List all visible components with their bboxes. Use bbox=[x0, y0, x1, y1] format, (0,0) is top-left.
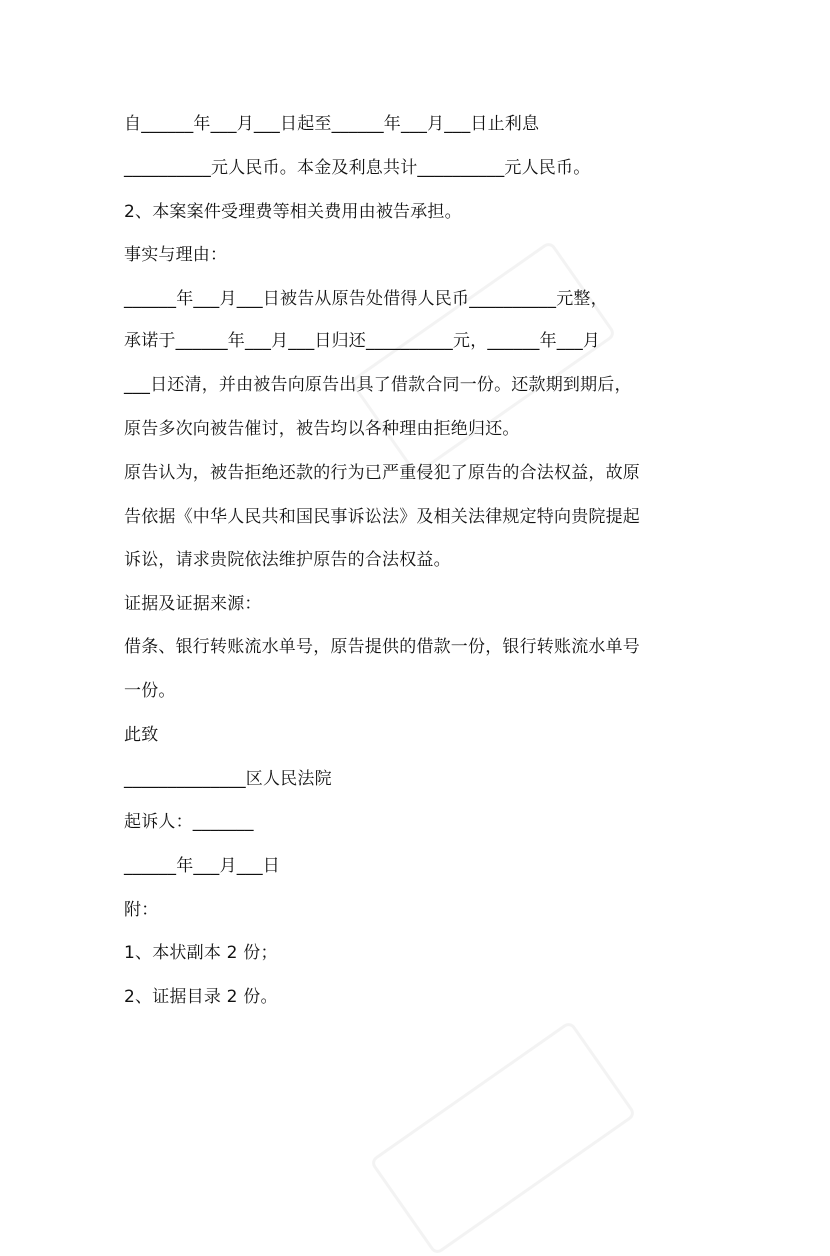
section-heading: 证据及证据来源： bbox=[124, 594, 262, 614]
text-line: 一份。 bbox=[124, 681, 176, 701]
text-line: __________元人民币。本金及利息共计__________元人民币。 bbox=[124, 158, 591, 178]
text-line: 诉讼，请求贵院依法维护原告的合法权益。 bbox=[124, 550, 451, 570]
text-line: 借条、银行转账流水单号，原告提供的借款一份，银行转账流水单号 bbox=[124, 637, 640, 657]
text-line: ___日还清，并由被告向原告出具了借款合同一份。还款期到期后， bbox=[124, 375, 632, 395]
closing-text: 此致 bbox=[124, 725, 159, 745]
text-line: 告依据《中华人民共和国民事诉讼法》及相关法律规定特向贵院提起 bbox=[124, 507, 640, 527]
attachment-item: 1、本状副本 2 份； bbox=[124, 943, 278, 963]
attachments-heading: 附： bbox=[124, 900, 159, 920]
text-line: 原告多次向被告催讨，被告均以各种理由拒绝归还。 bbox=[124, 419, 520, 439]
text-line: 自______年___月___日起至______年___月___日止利息 bbox=[124, 114, 540, 134]
text-line: 原告认为，被告拒绝还款的行为已严重侵犯了原告的合法权益，故原 bbox=[124, 463, 640, 483]
text-line: 2、本案案件受理费等相关费用由被告承担。 bbox=[124, 202, 462, 222]
plaintiff-line: 起诉人：_______ bbox=[124, 812, 254, 832]
attachment-item: 2、证据目录 2 份。 bbox=[124, 987, 278, 1007]
court-line: ______________区人民法院 bbox=[124, 769, 332, 789]
section-heading: 事实与理由： bbox=[124, 245, 228, 265]
watermark-stamp bbox=[369, 1020, 637, 1256]
text-line: 承诺于______年___月___日归还__________元，______年___月 bbox=[124, 331, 601, 351]
text-line: ______年___月___日被告从原告处借得人民币__________元整， bbox=[124, 289, 608, 309]
date-line: ______年___月___日 bbox=[124, 856, 280, 876]
